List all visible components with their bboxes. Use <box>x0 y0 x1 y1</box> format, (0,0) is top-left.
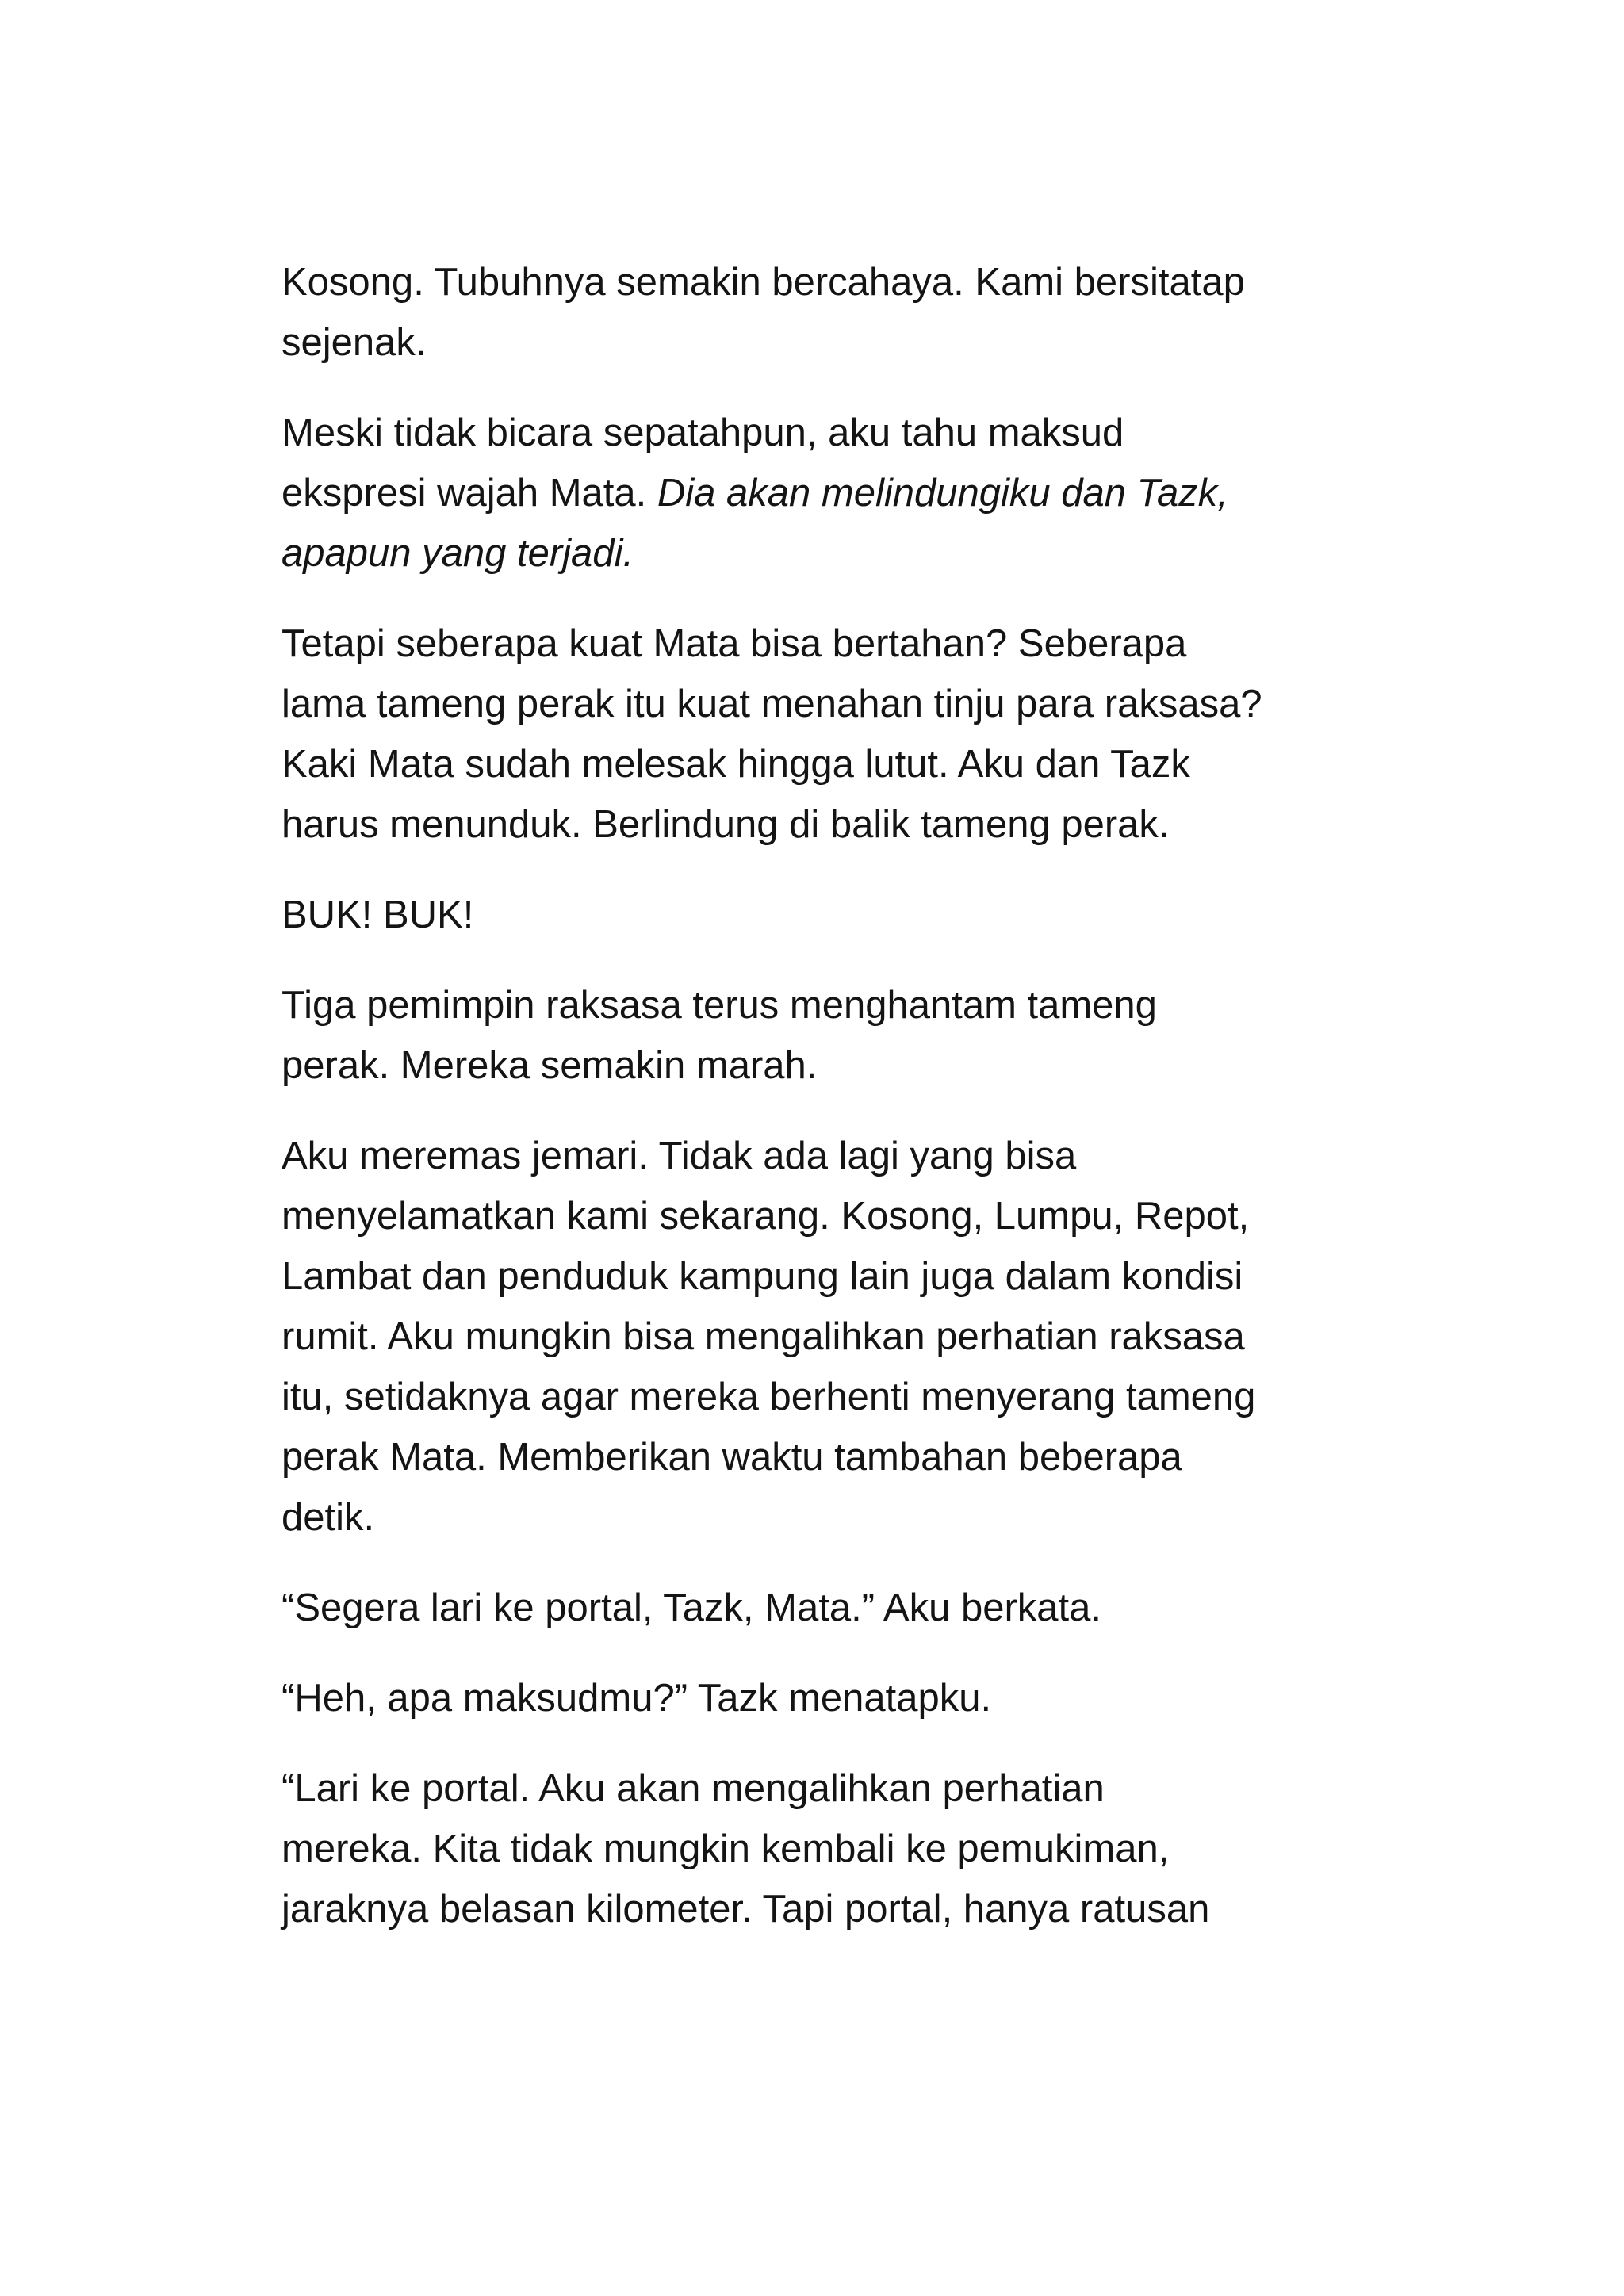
text-line: itu, setidaknya agar mereka berhenti menyerang tameng <box>282 1376 1256 1418</box>
text-line: Tiga pemimpin raksasa terus menghantam tameng <box>282 984 1157 1027</box>
text-line: sejenak. <box>282 321 427 364</box>
text-line: menyelamatkan kami sekarang. Kosong, Lumpu, Repot, <box>282 1195 1250 1238</box>
text-line: Meski tidak bicara sepatahpun, aku tahu maksud <box>282 411 1124 454</box>
text-line: lama tameng perak itu kuat menahan tinju para raksasa? <box>282 683 1262 725</box>
text-line: perak. Mereka semakin marah. <box>282 1044 818 1087</box>
paragraph-3 <box>282 614 1392 855</box>
paragraph-9 <box>282 1758 1392 1939</box>
text-line: rumit. Aku mungkin bisa mengalihkan perhatian raksasa <box>282 1315 1245 1358</box>
text-line: “Segera lari ke portal, Tazk, Mata.” Aku berkata. <box>282 1586 1102 1629</box>
paragraph-2 <box>282 403 1392 584</box>
text-line: Lambat dan penduduk kampung lain juga dalam kondisi <box>282 1255 1243 1298</box>
text-line: Tetapi seberapa kuat Mata bisa bertahan? Seberapa <box>282 622 1187 665</box>
text-line: BUK! BUK! <box>282 894 474 936</box>
paragraph-5 <box>282 975 1392 1096</box>
text-line-mixed <box>282 463 1392 523</box>
body-text <box>282 252 1392 1939</box>
text-line: “Heh, apa maksudmu?” Tazk menatapku. <box>282 1677 992 1720</box>
italic-text-line: apapun yang terjadi. <box>282 532 634 575</box>
text-line: “Lari ke portal. Aku akan mengalihkan perhatian <box>282 1767 1105 1810</box>
text-line: detik. <box>282 1496 375 1539</box>
text-run: ekspresi wajah Mata. <box>282 472 657 515</box>
paragraph-8 <box>282 1668 1392 1728</box>
paragraph-1 <box>282 252 1392 373</box>
paragraph-6 <box>282 1126 1392 1548</box>
text-line: Aku meremas jemari. Tidak ada lagi yang bisa <box>282 1135 1077 1177</box>
text-line: mereka. Kita tidak mungkin kembali ke pemukiman, <box>282 1827 1170 1870</box>
text-line: perak Mata. Memberikan waktu tambahan beberapa <box>282 1436 1182 1479</box>
text-line: Kaki Mata sudah melesak hingga lutut. Aku dan Tazk <box>282 743 1190 786</box>
text-line: Kosong. Tubuhnya semakin bercahaya. Kami bersitatap <box>282 261 1245 304</box>
italic-text-run: Dia akan melindungiku dan Tazk, <box>657 472 1228 515</box>
text-line: jaraknya belasan kilometer. Tapi portal, hanya ratusan <box>282 1888 1210 1931</box>
paragraph-4 <box>282 885 1392 945</box>
text-line: harus menunduk. Berlindung di balik tameng perak. <box>282 803 1170 846</box>
paragraph-7 <box>282 1578 1392 1638</box>
